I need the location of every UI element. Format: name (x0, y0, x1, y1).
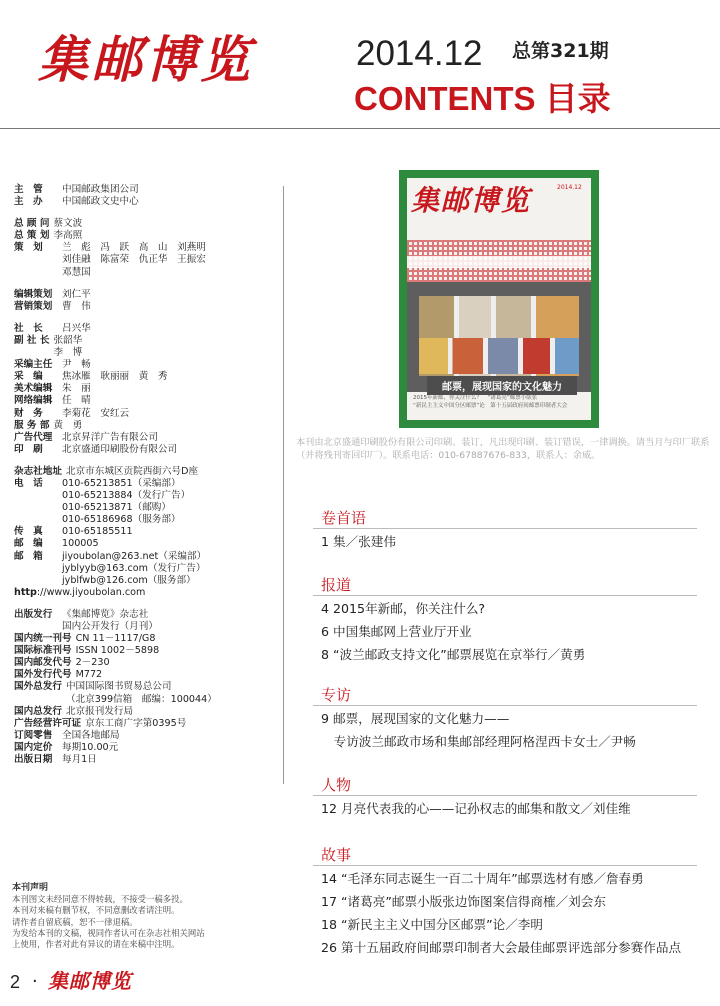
masthead-label: 出版发行 (14, 608, 53, 620)
masthead-value: 任 晴 (62, 395, 91, 407)
masthead (14, 184, 276, 776)
magazine-logo: 集邮博览 (38, 30, 254, 89)
toc-section-title: 报道 (321, 576, 352, 594)
masthead-label: 采编主任 (14, 359, 53, 371)
masthead-label: 总 顾 问 (14, 218, 50, 230)
cover-date: 2014.12 (557, 184, 582, 191)
masthead-value: 吕兴华 (62, 322, 91, 334)
masthead-value: 曹 伟 (62, 300, 91, 312)
masthead-group (14, 218, 276, 278)
toc-entry[interactable]: 18 “新民主主义中国分区邮票”论／李明 (321, 917, 543, 932)
masthead-row (14, 196, 276, 208)
masthead-row (14, 408, 276, 420)
toc-section-rule (313, 795, 697, 796)
masthead-group (14, 184, 276, 208)
masthead-group (14, 323, 276, 456)
masthead-label: 出版日期 (14, 754, 53, 766)
masthead-row (14, 669, 276, 681)
masthead-label: 广告代理 (14, 431, 53, 443)
masthead-row (14, 706, 276, 718)
masthead-label: 邮 箱 (14, 550, 43, 562)
masthead-row (14, 323, 276, 335)
masthead-value: 中国邮政文史中心 (62, 196, 139, 208)
masthead-row (14, 526, 276, 538)
notice-body: 本刊图文未经同意不得转载，不接受一稿多投。 本刊对来稿有删节权，不同意删改者请注明。 请作者自留底稿，恕不一律退稿。 为发给本刊的文稿，视同作者认可在杂志社相关网站 上使用，作者对此有异议的请在来稿中注明。 (12, 894, 205, 950)
masthead-row (14, 359, 276, 371)
footer-logo: 集邮博览 (48, 969, 132, 993)
toc-entry[interactable]: 14 “毛泽东同志诞生一百二十周年”邮票选材有感／詹春勇 (321, 871, 644, 886)
masthead-label: 印 刷 (14, 443, 43, 455)
masthead-row (14, 551, 276, 587)
masthead-value: 每月1日 (62, 754, 97, 766)
masthead-value: 全国各地邮局 (62, 729, 120, 741)
masthead-value: 李菊花 安红云 (62, 407, 130, 419)
masthead-group (14, 289, 276, 313)
footer-separator: · (32, 971, 38, 992)
masthead-value: ISSN 1002－5898 (75, 645, 160, 657)
masthead-value: 朱 丽 (62, 383, 91, 395)
masthead-label: 策 划 (14, 242, 43, 254)
masthead-value: 兰 彪 冯 跃 高 山 刘燕明 刘佳融 陈富荣 仇正华 王振宏 邓慧国 (62, 242, 206, 278)
masthead-value: 010-65213851（采编部） 010-65213884（发行广告） 010-65213871（邮购） 010-65186968（服务部） (62, 477, 191, 526)
masthead-value: 蔡文波 (53, 218, 83, 230)
toc-section-title: 专访 (321, 686, 352, 704)
masthead-value: 010-65185511 (62, 526, 133, 538)
masthead-row (14, 432, 276, 444)
toc-entry[interactable]: 9 邮票，展现国家的文化魅力—— (321, 711, 510, 726)
masthead-label: 财 务 (14, 407, 43, 419)
masthead-value: CN 11－1117/G8 (75, 633, 156, 645)
masthead-label: 国内邮发代号 (14, 657, 72, 669)
masthead-row (14, 645, 276, 657)
cover-stamps-row-2 (419, 338, 579, 374)
masthead-label: 广告经营许可证 (14, 717, 82, 729)
masthead-label: 主 办 (14, 196, 43, 208)
cover-caption: 邮票，展现国家的文化魅力 (427, 376, 577, 395)
masthead-label: 总 策 划 (14, 230, 50, 242)
masthead-label: 国内统一刊号 (14, 633, 72, 645)
column-divider (283, 186, 284, 784)
masthead-value: 《集邮博览》杂志社 国内公开发行（月刊） (62, 608, 158, 632)
masthead-label: 订阅零售 (14, 729, 53, 741)
masthead-label: 社 长 (14, 322, 43, 334)
masthead-label: 传 真 (14, 526, 43, 538)
toc-section-rule (313, 528, 697, 529)
masthead-label: 主 管 (14, 184, 43, 195)
masthead-label: 国外发行代号 (14, 669, 72, 681)
masthead-value: 张韶华 李 博 (53, 334, 83, 359)
toc-section-rule (313, 705, 697, 706)
masthead-value: 2－230 (75, 657, 110, 669)
issue-number: 总第321期 (512, 40, 609, 62)
masthead-label: 国外总发行 (14, 681, 62, 693)
cover-logo: 集邮博览 (411, 184, 532, 217)
masthead-label: 电 话 (14, 477, 43, 489)
masthead-row (14, 657, 276, 669)
masthead-value: 刘仁平 (62, 288, 91, 300)
masthead-row (14, 444, 276, 456)
masthead-row (14, 538, 276, 550)
masthead-row (14, 242, 276, 278)
notice-title: 本刊声明 (12, 883, 49, 893)
toc-entry[interactable]: 4 2015年新邮，你关注什么? (321, 601, 486, 616)
masthead-row (14, 730, 276, 742)
masthead-label: 服 务 部 (14, 419, 50, 431)
masthead-row (14, 754, 276, 766)
masthead-label: 采 编 (14, 371, 43, 383)
printer-note: 本刊由北京盛通印刷股份有限公司印刷、装订，凡出现印刷、装订错误，一律调换。请当月与印厂联系（并将残刊寄回印厂）。联系电话：010-67887676-833，联系人：余威。 (296, 437, 710, 461)
masthead-value: 黄 勇 (53, 419, 83, 431)
toc-section-title: 卷首语 (321, 509, 367, 527)
toc-section-title: 人物 (321, 776, 352, 794)
masthead-row (14, 230, 276, 242)
masthead-label: 营销策划 (14, 300, 53, 312)
masthead-value: 100005 (62, 538, 99, 550)
publisher-notice (12, 883, 280, 950)
cover-band (407, 256, 591, 268)
masthead-row (14, 681, 276, 705)
masthead-row (14, 301, 276, 313)
masthead-label: 美术编辑 (14, 383, 53, 395)
toc-section-rule (313, 865, 697, 866)
issue-date: 2014.12 (356, 34, 483, 73)
cover-page (407, 178, 591, 420)
masthead-value: 尹 畅 (62, 359, 91, 371)
toc-entry[interactable]: 专访波兰邮政市场和集邮部经理阿格涅西卡女士／尹畅 (321, 734, 636, 749)
toc-entry[interactable]: 1 集／张建伟 (321, 534, 396, 549)
masthead-value: 北京报刊发行局 (65, 705, 134, 717)
masthead-value: 北京盛通印刷股份有限公司 (62, 443, 178, 455)
page-number: 2 (10, 972, 21, 992)
masthead-row (14, 335, 276, 359)
toc-entry[interactable]: 26 第十五届政府间邮票印制者大会最佳邮票评选部分参赛作品点 (321, 940, 682, 955)
masthead-value: jiyoubolan@263.net（采编部） jyblyyb@163.com（发行广告） jyblfwb@126.com（服务部） (62, 550, 207, 586)
masthead-row (14, 718, 276, 730)
masthead-label: 国内定价 (14, 741, 53, 753)
masthead-label: 网络编辑 (14, 395, 53, 407)
masthead-row (14, 587, 276, 599)
masthead-label: 副 社 长 (14, 334, 50, 346)
masthead-label: 邮 编 (14, 538, 43, 550)
masthead-value: 焦冰雁 耿丽丽 黄 秀 (62, 371, 168, 383)
masthead-row (14, 184, 276, 196)
masthead-value: 北京市东城区贡院西街六号D座 (65, 465, 199, 477)
masthead-value: 中国国际图书贸易总公司 （北京399信箱 邮编：100044） (65, 681, 217, 705)
masthead-row (14, 420, 276, 432)
contents-title: CONTENTS 目录 (354, 80, 611, 117)
masthead-value: 中国邮政集团公司 (62, 184, 139, 195)
masthead-row (14, 371, 276, 383)
header-divider (0, 128, 720, 129)
masthead-row (14, 466, 276, 478)
masthead-label: 国内总发行 (14, 705, 62, 717)
masthead-value: 北京昇洋广告有限公司 (62, 431, 158, 443)
masthead-group (14, 466, 276, 599)
masthead-row (14, 218, 276, 230)
cover-bottom-text: 2015年新邮，你关注什么？ “诸葛亮”邮票小版张 “新民主主义中国分区邮票”论 第十五届政府间邮票印制者大会 (413, 395, 568, 409)
masthead-label: 编辑策划 (14, 288, 53, 300)
masthead-value: ://www.jiyoubolan.com (36, 586, 146, 598)
masthead-label: http (14, 586, 37, 598)
toc-entry[interactable]: 17 “诸葛亮”邮票小版张边饰图案信得商榷／刘会东 (321, 894, 606, 909)
masthead-value: 每期10.00元 (62, 741, 119, 753)
toc-section-rule (313, 595, 697, 596)
masthead-row (14, 383, 276, 395)
masthead-row (14, 609, 276, 633)
toc-section-title: 故事 (321, 846, 352, 864)
masthead-row (14, 742, 276, 754)
masthead-row (14, 478, 276, 526)
masthead-value: 李高照 (53, 230, 83, 242)
cover-image (399, 170, 599, 428)
toc-entry[interactable]: 8 “波兰邮政支持文化”邮票展览在京举行／黄勇 (321, 647, 586, 662)
toc-entry[interactable]: 12 月亮代表我的心——记孙权志的邮集和散文／刘佳维 (321, 801, 631, 816)
masthead-row (14, 395, 276, 407)
masthead-label: 国际标准刊号 (14, 645, 72, 657)
masthead-group (14, 609, 276, 766)
masthead-value: M772 (75, 669, 103, 681)
masthead-row (14, 289, 276, 301)
masthead-value: 京东工商广字第0395号 (85, 717, 187, 729)
masthead-row (14, 633, 276, 645)
masthead-label: 杂志社地址 (14, 465, 62, 477)
toc-entry[interactable]: 6 中国集邮网上营业厅开业 (321, 624, 472, 639)
